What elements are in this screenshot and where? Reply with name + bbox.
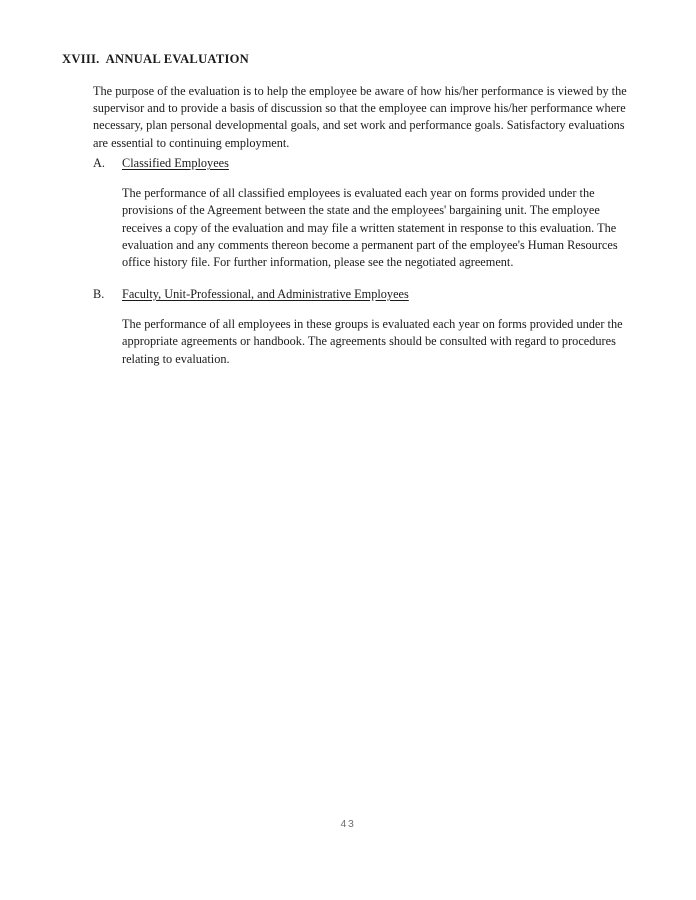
subsection-a-letter: A. xyxy=(93,156,105,170)
subsection-a-heading xyxy=(93,155,638,172)
intro-paragraph: The purpose of the evaluation is to help the employee be aware of how his/her performance is viewed by the supervisor and to provide a basis of discussion so that the employee can improve his/her performance where necessary, plan personal developmental goals, and set work and performance goals. Satisfactory evaluations are essential to continuing employment. xyxy=(93,84,627,150)
subsection-b-letter: B. xyxy=(93,287,105,301)
subsection-b xyxy=(93,286,638,368)
subsection-b-heading xyxy=(93,286,638,303)
subsection-b-body: The performance of all employees in these groups is evaluated each year on forms provided under the appropriate agreements or handbook. The agreements should be consulted with regard to procedures relating to evaluation. xyxy=(122,317,623,366)
subsection-a-body: The performance of all classified employees is evaluated each year on forms provided under the provisions of the Agreement between the state and the employees' bargaining unit. The employee receives a copy of the evaluation and may file a written statement in response to this evaluation. The evaluation and any comments thereon become a permanent part of the employee's Human Resources office history file. For further information, please see the negotiated agreement. xyxy=(122,186,618,270)
subsection-a-title: Classified Employees xyxy=(122,156,229,170)
section-heading: XVIII. ANNUAL EVALUATION xyxy=(62,52,250,66)
subsection-a xyxy=(93,155,638,271)
subsection-b-title: Faculty, Unit-Professional, and Administrative Employees xyxy=(122,287,409,301)
page-number: 43 xyxy=(340,818,356,830)
